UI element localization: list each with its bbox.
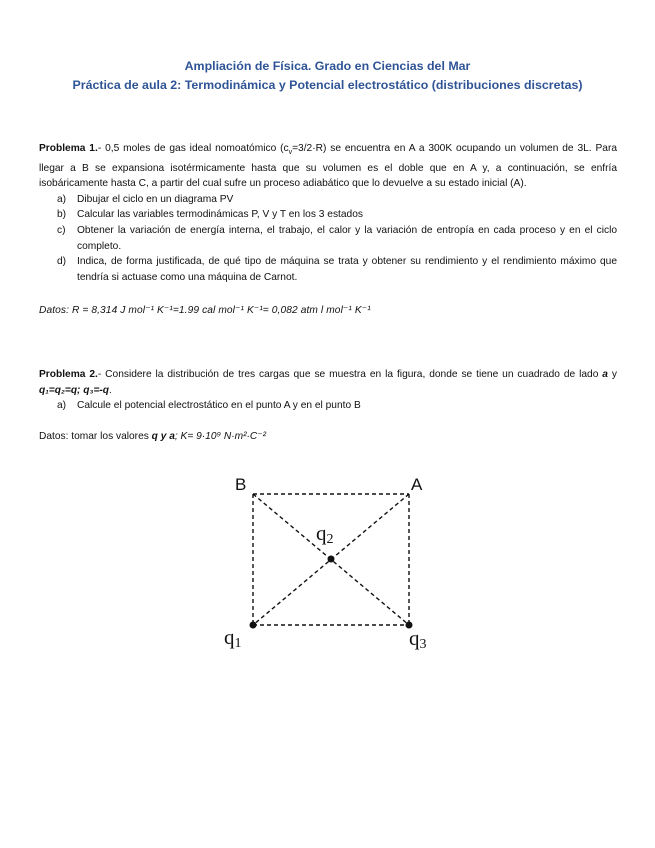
corner-a-label: A <box>411 475 423 494</box>
problem-1-data: Datos: R = 8,314 J mol⁻¹ K⁻¹=1.99 cal mol⁻¹ K⁻¹= 0,082 atm l mol⁻¹ K⁻¹ <box>39 305 371 316</box>
problem-1 <box>39 141 617 285</box>
charge-q1-dot <box>250 622 257 629</box>
list-item: d) Indica, de forma justificada, de qué tipo de máquina se trata y obtener su rendimiento y el rendimiento máximo que tendría si actuase como una máquina de Carnot. <box>57 256 617 283</box>
problem-2-statement: Problema 2.- Considere la distribución de tres cargas que se muestra en la figura, donde se tiene un cuadrado de lado a y q₁=q₂=q; q₃=-q. <box>39 369 617 396</box>
charge-square-figure <box>210 468 450 658</box>
problem-2-label: Problema 2. <box>39 369 98 380</box>
problem-1-statement: Problema 1.- 0,5 moles de gas ideal nomoatómico $(c_v=3/2\cdot R)$ se encuentra en A a 300K ocupando un volumen de 3L. Para llegar a B se expansiona isotérmicamente hasta que su volumen es el doble que en A y, a continuación, se enfría isobáricamente hasta C, a partir del cual sufre un proceso adiabático que lo devuelve a su estado inicial (A). <box>39 143 618 190</box>
corner-b-label: B <box>235 475 247 494</box>
list-item: c) Obtener la variación de energía interna, el trabajo, el calor y la variación de entropía en cada proceso y en el ciclo completo. <box>57 225 617 252</box>
course-title: Ampliación de Física. Grado en Ciencias del Mar <box>184 59 471 73</box>
q1-label: q1 <box>224 625 242 651</box>
practice-title: Práctica de aula 2: Termodinámica y Potencial electrostático (distribuciones discretas) <box>72 78 583 92</box>
list-item: a) Calcule el potencial electrostático en el punto A y en el punto B <box>57 400 361 412</box>
list-item: b) Calcular las variables termodinámicas P, V y T en los 3 estados <box>57 209 363 221</box>
q3-label: q3 <box>409 626 427 652</box>
problem-1-label: Problema 1. <box>39 143 98 154</box>
problem-2 <box>39 367 617 414</box>
q2-label: q2 <box>316 521 334 547</box>
problem-2-items <box>39 398 617 414</box>
problem-1-items <box>39 192 617 286</box>
charge-q2-dot <box>328 556 335 563</box>
list-item: a) Dibujar el ciclo en un diagrama PV <box>57 193 234 205</box>
problem-2-data: Datos: tomar los valores q y a; K= 9·10⁹ N·m²·C⁻² <box>39 431 267 442</box>
